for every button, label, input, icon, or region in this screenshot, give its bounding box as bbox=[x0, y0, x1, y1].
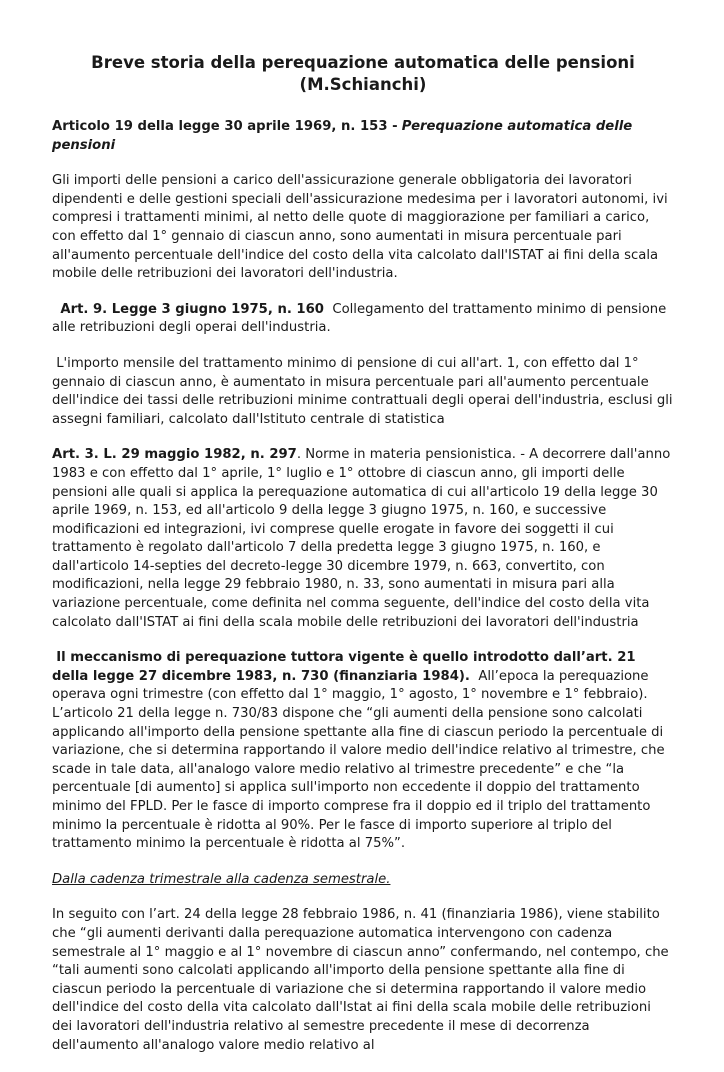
article-1982-text: . Norme in materia pensionistica. - A decorrere dall'anno 1983 e con effetto dal 1° aprile, 1° luglio e 1° ottobre di ciascun anno, gli importi delle pensioni alle quali si applica la perequazione automatica di cui all'articolo 19 della legge 30 aprile 1969, n. 153, ed all'articolo 9 della legge 3 giugno 1975, n. 160, e successive modificazioni ed integrazioni, ivi comprese quelle erogate in favore dei soggetti il cui trattamento è regolato dall'articolo 7 della predetta legge 3 giugno 1975, n. 160, e dall'articolo 14-septies del decreto-legge 30 dicembre 1979, n. 663, convertito, con modificazioni, nella legge 29 febbraio 1980, n. 33, sono aumentati in misura pari alla variazione percentuale, come definita nel comma seguente, dell'indice del costo della vita calcolato dall'ISTAT ai fini della scala mobile delle retribuzioni dei lavoratori dell'industria bbox=[52, 447, 671, 630]
section-heading-text: Dalla cadenza trimestrale alla cadenza semestrale. bbox=[52, 871, 391, 887]
paragraph-1982 bbox=[52, 446, 674, 632]
paragraph-1975-heading bbox=[52, 301, 674, 338]
document-title: Breve storia della perequazione automatica delle pensioni (M.Schianchi) bbox=[91, 53, 635, 94]
paragraph-1986: In seguito con l’art. 24 della legge 28 febbraio 1986, n. 41 (finanziaria 1986), viene stabilito che “gli aumenti derivanti dalla perequazione automatica intervengono con cadenza semestrale al 1° maggio e al 1° novembre di ciascun anno” confermando, nel contempo, che “tali aumenti sono calcolati applicando all'importo della pensione spettante alla fine di ciascun periodo la percentuale di variazione che si determina rapportando il valore medio dell'indice del costo della vita calcolato dall'Istat ai fini della scala mobile delle retribuzioni dei lavoratori dell'industria relativo al semestre precedente il mese di decorrenza dell'aumento all'analogo valore medio relativo al bbox=[52, 907, 669, 1053]
article-heading-1969 bbox=[52, 118, 674, 155]
article-1983-text: All’epoca la perequazione operava ogni trimestre (con effetto dal 1° maggio, 1° agosto, 1° novembre e 1° febbraio). bbox=[52, 668, 649, 703]
paragraph-1983 bbox=[52, 649, 674, 705]
paragraph-1975-text bbox=[52, 355, 674, 429]
article-1975-bold: Art. 9. Legge 3 giugno 1975, n. 160 bbox=[60, 301, 324, 317]
paragraph-1969-text: Gli importi delle pensioni a carico dell'assicurazione generale obbligatoria dei lavoratori dipendenti e delle gestioni speciali dell'assicurazione medesima per i lavoratori autonomi, ivi compresi i trattamenti minimi, al netto delle quote di maggiorazione per familiari a carico, con effetto dal 1° gennaio di ciascun anno, sono aumentati in misura percentuale pari all'aumento percentuale dell'indice del costo della vita calcolato dall'ISTAT ai fini della scala mobile delle retribuzioni dei lavoratori dell'industria. bbox=[52, 173, 668, 282]
paragraph-1975-body: L'importo mensile del trattamento minimo di pensione di cui all'art. 1, con effetto dal 1° gennaio di ciascun anno, è aumentato in misura percentuale pari all'aumento percentuale dell'indice dei tassi delle retribuzioni minime contrattuali degli operai dell'industria, esclusi gli assegni familiari, calcolato dall'Istituto centrale di statistica bbox=[52, 355, 673, 427]
article-1975-text: Collegamento del trattamento minimo di pensione alle retribuzioni degli operai dell'industria. bbox=[52, 301, 667, 336]
paragraph-730-83: L’articolo 21 della legge n. 730/83 dispone che “gli aumenti della pensione sono calcolati applicando all'importo della pensione spettante alla fine di ciascun periodo la percentuale di variazione, che si determina rapportando il valore medio dell'indice relativo al trimestre, che scade in tale data, all'analogo valore medio relativo al trimestre precedente” e che “la percentuale [di aumento] si applica sull'importo non eccedente il doppio del trattamento minimo del FPLD. Per le fasce di importo comprese fra il doppio ed il triplo del trattamento minimo la percentuale è ridotta al 90%. Per le fasce di importo superiore al triplo del trattamento minimo la percentuale è ridotta al 75%”. bbox=[52, 706, 665, 852]
article-heading-bold: Articolo 19 della legge 30 aprile 1969, n. 153 - bbox=[52, 119, 398, 134]
document-page bbox=[52, 52, 674, 1072]
article-1982-bold: Art. 3. L. 29 maggio 1982, n. 297 bbox=[52, 447, 297, 463]
article-heading-italic: Perequazione automatica delle pensioni bbox=[52, 119, 633, 153]
article-1983-bold: Il meccanismo di perequazione tuttora vigente è quello introdotto dall’art. 21 della legge 27 dicembre 1983, n. 730 (finanziaria 1984). bbox=[52, 650, 636, 684]
section-heading-semestrale bbox=[52, 871, 674, 890]
